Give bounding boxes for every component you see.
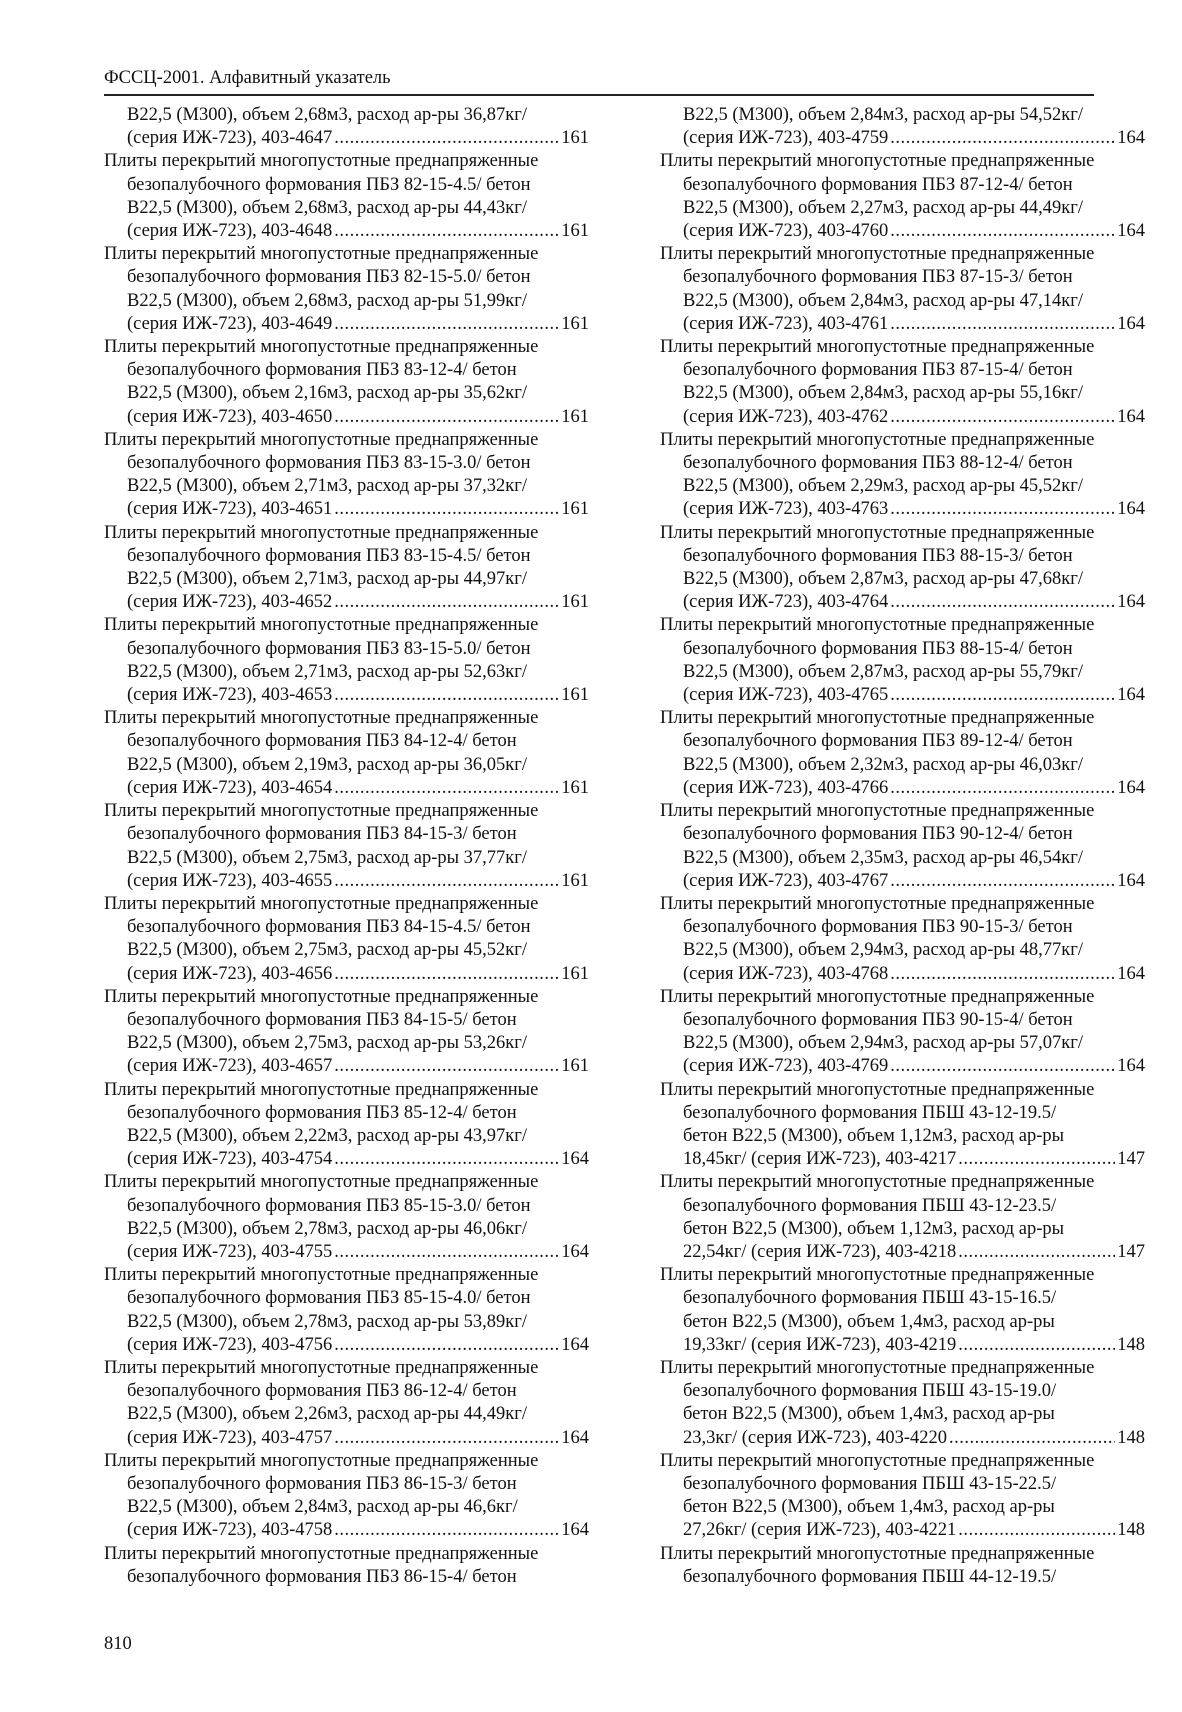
entry-reference-line [660,1334,1145,1357]
entry-line: безопалубочного формования ПБЗ 83-12-4/ бетон [127,360,517,381]
entry-code: (серия ИЖ-723), 403-4657 [127,1056,333,1077]
entry-line: В22,5 (М300), объем 2,71м3, расход ар-ры 37,32кг/ [127,476,527,497]
right-column [660,104,1145,1589]
entry-heading-line: Плиты перекрытий многопустотные преднапряженные [104,1265,539,1286]
entry-line: безопалубочного формования ПБЗ 84-15-5/ бетон [127,1009,517,1030]
entry-reference-line [660,684,1145,707]
entry-line: безопалубочного формования ПБЗ 83-15-5.0/ бетон [127,638,531,659]
entry-code: 19,33кг/ (серия ИЖ-723), 403-4219 [683,1334,957,1355]
entry-heading-line: Плиты перекрытий многопустотные преднапряженные [660,1543,1095,1564]
entry-heading-line: Плиты перекрытий многопустотные преднапряженные [660,801,1095,822]
entry-line: В22,5 (М300), объем 2,75м3, расход ар-ры 53,26кг/ [127,1033,527,1054]
index-entry [660,336,1145,429]
entry-line: В22,5 (М300), объем 2,29м3, расход ар-ры 45,52кг/ [683,476,1083,497]
entry-line: В22,5 (М300), объем 2,94м3, расход ар-ры 57,07кг/ [683,1033,1083,1054]
entry-code: (серия ИЖ-723), 403-4761 [683,313,889,334]
entry-reference-line [104,963,589,986]
entry-line: В22,5 (М300), объем 2,16м3, расход ар-ры 35,62кг/ [127,383,527,404]
entry-line: безопалубочного формования ПБЗ 86-12-4/ бетон [127,1381,517,1402]
entry-page-number: 164 [1117,221,1145,242]
entry-code: (серия ИЖ-723), 403-4766 [683,777,889,798]
entry-page-number: 161 [561,1056,589,1077]
dot-leader [334,777,559,800]
entry-line: В22,5 (М300), объем 2,78м3, расход ар-ры 46,06кг/ [127,1218,527,1239]
entry-code: (серия ИЖ-723), 403-4650 [127,406,333,427]
entry-page-number: 164 [1117,777,1145,798]
entry-line: безопалубочного формования ПБШ 43-12-23.5/ [683,1195,1057,1216]
entry-reference-line [660,1519,1145,1542]
entry-line: безопалубочного формования ПБЗ 90-12-4/ бетон [683,824,1073,845]
entry-code: (серия ИЖ-723), 403-4754 [127,1149,333,1170]
dot-leader [334,498,559,521]
entry-reference-line [104,870,589,893]
entry-page-number: 164 [1117,313,1145,334]
entry-code: (серия ИЖ-723), 403-4769 [683,1056,889,1077]
entry-line: В22,5 (М300), объем 2,87м3, расход ар-ры 55,79кг/ [683,661,1083,682]
page-number: 810 [104,1634,132,1654]
entry-line: В22,5 (М300), объем 2,75м3, расход ар-ры 37,77кг/ [127,847,527,868]
entry-page-number: 161 [561,777,589,798]
entry-page-number: 161 [561,963,589,984]
entry-heading-line: Плиты перекрытий многопустотные преднапряженные [104,893,539,914]
index-entry [104,1171,589,1264]
entry-page-number: 161 [561,221,589,242]
index-entry [660,1450,1145,1543]
entry-code: (серия ИЖ-723), 403-4647 [127,128,333,149]
entry-line: В22,5 (М300), объем 2,84м3, расход ар-ры 47,14кг/ [683,290,1083,311]
entry-line: В22,5 (М300), объем 2,87м3, расход ар-ры 47,68кг/ [683,569,1083,590]
entry-line: безопалубочного формования ПБЗ 86-15-3/ бетон [127,1473,517,1494]
entry-reference-line [104,127,589,150]
entry-page-number: 164 [561,1427,589,1448]
entry-line: бетон В22,5 (М300), объем 1,4м3, расход ар-ры [683,1311,1055,1332]
entry-code: 22,54кг/ (серия ИЖ-723), 403-4218 [683,1241,957,1262]
index-entry [660,1543,1145,1589]
entry-line: безопалубочного формования ПБЗ 90-15-4/ бетон [683,1009,1073,1030]
dot-leader [334,220,559,243]
entry-code: (серия ИЖ-723), 403-4654 [127,777,333,798]
dot-leader [958,1334,1115,1357]
dot-leader [334,313,559,336]
entry-line: безопалубочного формования ПБШ 43-12-19.5/ [683,1102,1057,1123]
entry-reference-line [104,498,589,521]
entry-line: безопалубочного формования ПБЗ 83-15-4.5/ бетон [127,545,531,566]
index-entry [104,800,589,893]
entry-heading-line: Плиты перекрытий многопустотные преднапряженные [104,1172,539,1193]
entry-reference-line [104,1148,589,1171]
entry-code: (серия ИЖ-723), 403-4759 [683,128,889,149]
dot-leader [334,1427,559,1450]
entry-line: безопалубочного формования ПБЗ 84-15-4.5/ бетон [127,917,531,938]
entry-line: безопалубочного формования ПБЗ 85-15-4.0/ бетон [127,1288,531,1309]
entry-code: (серия ИЖ-723), 403-4760 [683,221,889,242]
index-entry [660,986,1145,1079]
entry-heading-line: Плиты перекрытий многопустотные преднапряженные [660,1450,1095,1471]
entry-line: безопалубочного формования ПБЗ 85-15-3.0/ бетон [127,1195,531,1216]
entry-reference-line [104,313,589,336]
entry-reference-line [660,870,1145,893]
entry-reference-line [104,406,589,429]
index-entry [104,429,589,522]
entry-line: В22,5 (М300), объем 2,68м3, расход ар-ры 44,43кг/ [127,197,527,218]
dot-leader [890,963,1115,986]
entry-reference-line [660,1241,1145,1264]
entry-line: безопалубочного формования ПБЗ 84-12-4/ бетон [127,731,517,752]
entry-reference-line [660,591,1145,614]
entry-code: (серия ИЖ-723), 403-4763 [683,499,889,520]
entry-reference-line [660,127,1145,150]
entry-reference-line [104,1241,589,1264]
entry-line: безопалубочного формования ПБЗ 82-15-4.5/ бетон [127,174,531,195]
index-entry [660,243,1145,336]
entry-heading-line: Плиты перекрытий многопустотные преднапряженные [104,1450,539,1471]
entry-line: В22,5 (М300), объем 2,75м3, расход ар-ры 45,52кг/ [127,940,527,961]
entry-heading-line: Плиты перекрытий многопустотные преднапряженные [660,1265,1095,1286]
dot-leader [890,220,1115,243]
index-entry [104,104,589,150]
entry-reference-line [660,220,1145,243]
entry-line: безопалубочного формования ПБЗ 88-15-3/ бетон [683,545,1073,566]
entry-code: (серия ИЖ-723), 403-4656 [127,963,333,984]
dot-leader [958,1519,1115,1542]
index-entry [104,707,589,800]
entry-heading-line: Плиты перекрытий многопустотные преднапряженные [104,522,539,543]
entry-reference-line [104,591,589,614]
entry-line: безопалубочного формования ПБШ 43-15-16.5/ [683,1288,1057,1309]
entry-line: В22,5 (М300), объем 2,84м3, расход ар-ры 54,52кг/ [683,105,1083,125]
entry-line: безопалубочного формования ПБЗ 88-12-4/ бетон [683,453,1073,474]
entry-code: (серия ИЖ-723), 403-4758 [127,1520,333,1541]
entry-line: безопалубочного формования ПБЗ 90-15-3/ бетон [683,917,1073,938]
index-entry [660,429,1145,522]
entry-heading-line: Плиты перекрытий многопустотные преднапряженные [104,986,539,1007]
entry-page-number: 164 [561,1149,589,1170]
entry-code: 27,26кг/ (серия ИЖ-723), 403-4221 [683,1520,957,1541]
entry-reference-line [660,1148,1145,1171]
entry-line: безопалубочного формования ПБЗ 89-12-4/ бетон [683,731,1073,752]
entry-code: (серия ИЖ-723), 403-4764 [683,592,889,613]
entry-reference-line [660,498,1145,521]
entry-page-number: 161 [561,870,589,891]
entry-line: В22,5 (М300), объем 2,68м3, расход ар-ры 36,87кг/ [127,105,527,125]
entry-heading-line: Плиты перекрытий многопустотные преднапряженные [660,337,1095,358]
index-entry [660,893,1145,986]
dot-leader [334,1519,559,1542]
entry-code: (серия ИЖ-723), 403-4655 [127,870,333,891]
entry-line: безопалубочного формования ПБЗ 85-12-4/ бетон [127,1102,517,1123]
entry-line: безопалубочного формования ПБШ 43-15-22.5/ [683,1473,1057,1494]
entry-code: (серия ИЖ-723), 403-4648 [127,221,333,242]
entry-heading-line: Плиты перекрытий многопустотные преднапряженные [660,151,1095,172]
entry-code: (серия ИЖ-723), 403-4767 [683,870,889,891]
dot-leader [334,870,559,893]
entry-page-number: 164 [1117,592,1145,613]
entry-line: безопалубочного формования ПБЗ 86-15-4/ бетон [127,1566,517,1587]
dot-leader [890,406,1115,429]
entry-line: В22,5 (М300), объем 2,35м3, расход ар-ры 46,54кг/ [683,847,1083,868]
entry-line: безопалубочного формования ПБЗ 87-12-4/ бетон [683,174,1073,195]
entry-heading-line: Плиты перекрытий многопустотные преднапряженные [660,522,1095,543]
entry-page-number: 147 [1117,1241,1145,1262]
entry-line: В22,5 (М300), объем 2,22м3, расход ар-ры 43,97кг/ [127,1125,527,1146]
index-entry [104,893,589,986]
entry-heading-line: Плиты перекрытий многопустотные преднапряженные [104,708,539,729]
entry-reference-line [660,1055,1145,1078]
index-entry [104,614,589,707]
entry-line: безопалубочного формования ПБЗ 87-15-4/ бетон [683,360,1073,381]
entry-line: В22,5 (М300), объем 2,94м3, расход ар-ры 48,77кг/ [683,940,1083,961]
entry-reference-line [104,1334,589,1357]
entry-reference-line [660,406,1145,429]
dot-leader [334,591,559,614]
entry-page-number: 164 [1117,685,1145,706]
entry-page-number: 164 [561,1241,589,1262]
entry-reference-line [660,963,1145,986]
entry-line: В22,5 (М300), объем 2,32м3, расход ар-ры 46,03кг/ [683,754,1083,775]
header-title: ФССЦ-2001. Алфавитный указатель [104,68,391,88]
entry-line: безопалубочного формования ПБЗ 82-15-5.0/ бетон [127,267,531,288]
dot-leader [890,127,1115,150]
index-entry [660,104,1145,150]
dot-leader [334,127,559,150]
index-entry [104,243,589,336]
index-entry [660,800,1145,893]
index-entry [104,522,589,615]
entry-line: В22,5 (М300), объем 2,71м3, расход ар-ры 44,97кг/ [127,569,527,590]
entry-line: безопалубочного формования ПБЗ 84-15-3/ бетон [127,824,517,845]
entry-reference-line [104,777,589,800]
entry-line: безопалубочного формования ПБЗ 83-15-3.0/ бетон [127,453,531,474]
entry-heading-line: Плиты перекрытий многопустотные преднапряженные [660,986,1095,1007]
entry-heading-line: Плиты перекрытий многопустотные преднапряженные [660,1357,1095,1378]
dot-leader [334,684,559,707]
entry-line: бетон В22,5 (М300), объем 1,4м3, расход ар-ры [683,1497,1055,1518]
dot-leader [890,1055,1115,1078]
dot-leader [890,498,1115,521]
entry-page-number: 164 [1117,499,1145,520]
entry-page-number: 161 [561,592,589,613]
entry-heading-line: Плиты перекрытий многопустотные преднапряженные [660,615,1095,636]
entry-page-number: 164 [1117,406,1145,427]
entry-line: В22,5 (М300), объем 2,71м3, расход ар-ры 52,63кг/ [127,661,527,682]
entry-page-number: 161 [561,685,589,706]
entry-heading-line: Плиты перекрытий многопустотные преднапряженные [104,337,539,358]
entry-line: бетон В22,5 (М300), объем 1,12м3, расход ар-ры [683,1218,1065,1239]
entry-line: В22,5 (М300), объем 2,68м3, расход ар-ры 51,99кг/ [127,290,527,311]
index-entry [104,1264,589,1357]
entry-page-number: 161 [561,313,589,334]
dot-leader [334,1148,559,1171]
index-entry [660,150,1145,243]
index-entry [660,1357,1145,1450]
dot-leader [890,777,1115,800]
index-entry [660,707,1145,800]
entry-page-number: 148 [1117,1520,1145,1541]
dot-leader [334,1055,559,1078]
entry-line: В22,5 (М300), объем 2,27м3, расход ар-ры 44,49кг/ [683,197,1083,218]
entry-reference-line [104,220,589,243]
index-entry [104,150,589,243]
entry-code: (серия ИЖ-723), 403-4765 [683,685,889,706]
entry-code: (серия ИЖ-723), 403-4762 [683,406,889,427]
entry-reference-line [104,1427,589,1450]
entry-heading-line: Плиты перекрытий многопустотные преднапряженные [660,429,1095,450]
entry-heading-line: Плиты перекрытий многопустотные преднапряженные [104,244,539,265]
dot-leader [890,591,1115,614]
entry-line: бетон В22,5 (М300), объем 1,12м3, расход ар-ры [683,1125,1065,1146]
entry-heading-line: Плиты перекрытий многопустотные преднапряженные [104,429,539,450]
index-entry [104,986,589,1079]
entry-reference-line [104,1055,589,1078]
index-entry [660,1079,1145,1172]
entry-code: (серия ИЖ-723), 403-4757 [127,1427,333,1448]
entry-page-number: 164 [1117,1056,1145,1077]
entry-code: (серия ИЖ-723), 403-4651 [127,499,333,520]
entry-page-number: 161 [561,499,589,520]
dot-leader [334,406,559,429]
dot-leader [334,1334,559,1357]
entry-page-number: 148 [1117,1334,1145,1355]
entry-code: (серия ИЖ-723), 403-4649 [127,313,333,334]
index-entry [660,1171,1145,1264]
entry-page-number: 161 [561,406,589,427]
entry-page-number: 164 [561,1334,589,1355]
entry-heading-line: Плиты перекрытий многопустотные преднапряженные [660,708,1095,729]
dot-leader [949,1427,1115,1450]
index-entry [104,1450,589,1543]
entry-line: безопалубочного формования ПБЗ 88-15-4/ бетон [683,638,1073,659]
entry-line: В22,5 (М300), объем 2,84м3, расход ар-ры 55,16кг/ [683,383,1083,404]
entry-code: (серия ИЖ-723), 403-4652 [127,592,333,613]
entry-line: безопалубочного формования ПБШ 44-12-19.5/ [683,1566,1057,1587]
entry-code: (серия ИЖ-723), 403-4756 [127,1334,333,1355]
entry-code: (серия ИЖ-723), 403-4653 [127,685,333,706]
entry-line: В22,5 (М300), объем 2,26м3, расход ар-ры 44,49кг/ [127,1404,527,1425]
entry-page-number: 164 [1117,870,1145,891]
entry-page-number: 164 [561,1520,589,1541]
entry-reference-line [660,313,1145,336]
index-entry [660,614,1145,707]
entry-reference-line [660,1427,1145,1450]
entry-reference-line [104,1519,589,1542]
left-column [104,104,589,1589]
dot-leader [958,1148,1115,1171]
entry-code: 23,3кг/ (серия ИЖ-723), 403-4220 [683,1427,947,1448]
entry-line: В22,5 (М300), объем 2,84м3, расход ар-ры 46,6кг/ [127,1497,518,1518]
entry-heading-line: Плиты перекрытий многопустотные преднапряженные [660,893,1095,914]
entry-line: безопалубочного формования ПБЗ 87-15-3/ бетон [683,267,1073,288]
entry-heading-line: Плиты перекрытий многопустотные преднапряженные [660,1079,1095,1100]
entry-code: (серия ИЖ-723), 403-4755 [127,1241,333,1262]
entry-reference-line [104,684,589,707]
entry-heading-line: Плиты перекрытий многопустотные преднапряженные [104,801,539,822]
dot-leader [890,684,1115,707]
entry-heading-line: Плиты перекрытий многопустотные преднапряженные [660,244,1095,265]
dot-leader [334,1241,559,1264]
entry-heading-line: Плиты перекрытий многопустотные преднапряженные [104,615,539,636]
index-entry [660,1264,1145,1357]
dot-leader [334,963,559,986]
entry-line: безопалубочного формования ПБШ 43-15-19.0/ [683,1381,1057,1402]
entry-page-number: 164 [1117,963,1145,984]
entry-line: В22,5 (М300), объем 2,78м3, расход ар-ры 53,89кг/ [127,1311,527,1332]
entry-reference-line [660,777,1145,800]
entry-heading-line: Плиты перекрытий многопустотные преднапряженные [660,1172,1095,1193]
dot-leader [890,313,1115,336]
dot-leader [890,870,1115,893]
index-entry [104,336,589,429]
entry-code: (серия ИЖ-723), 403-4768 [683,963,889,984]
index-entry [104,1357,589,1450]
entry-code: 18,45кг/ (серия ИЖ-723), 403-4217 [683,1149,957,1170]
entry-page-number: 148 [1117,1427,1145,1448]
index-entry [104,1543,589,1589]
entry-page-number: 161 [561,128,589,149]
index-entry [104,1079,589,1172]
page-header [104,66,1094,96]
entry-heading-line: Плиты перекрытий многопустотные преднапряженные [104,1079,539,1100]
entry-heading-line: Плиты перекрытий многопустотные преднапряженные [104,1357,539,1378]
entry-heading-line: Плиты перекрытий многопустотные преднапряженные [104,1543,539,1564]
entry-page-number: 147 [1117,1149,1145,1170]
entry-heading-line: Плиты перекрытий многопустотные преднапряженные [104,151,539,172]
index-entry [660,522,1145,615]
dot-leader [958,1241,1115,1264]
entry-line: В22,5 (М300), объем 2,19м3, расход ар-ры 36,05кг/ [127,754,527,775]
entry-page-number: 164 [1117,128,1145,149]
entry-line: бетон В22,5 (М300), объем 1,4м3, расход ар-ры [683,1404,1055,1425]
